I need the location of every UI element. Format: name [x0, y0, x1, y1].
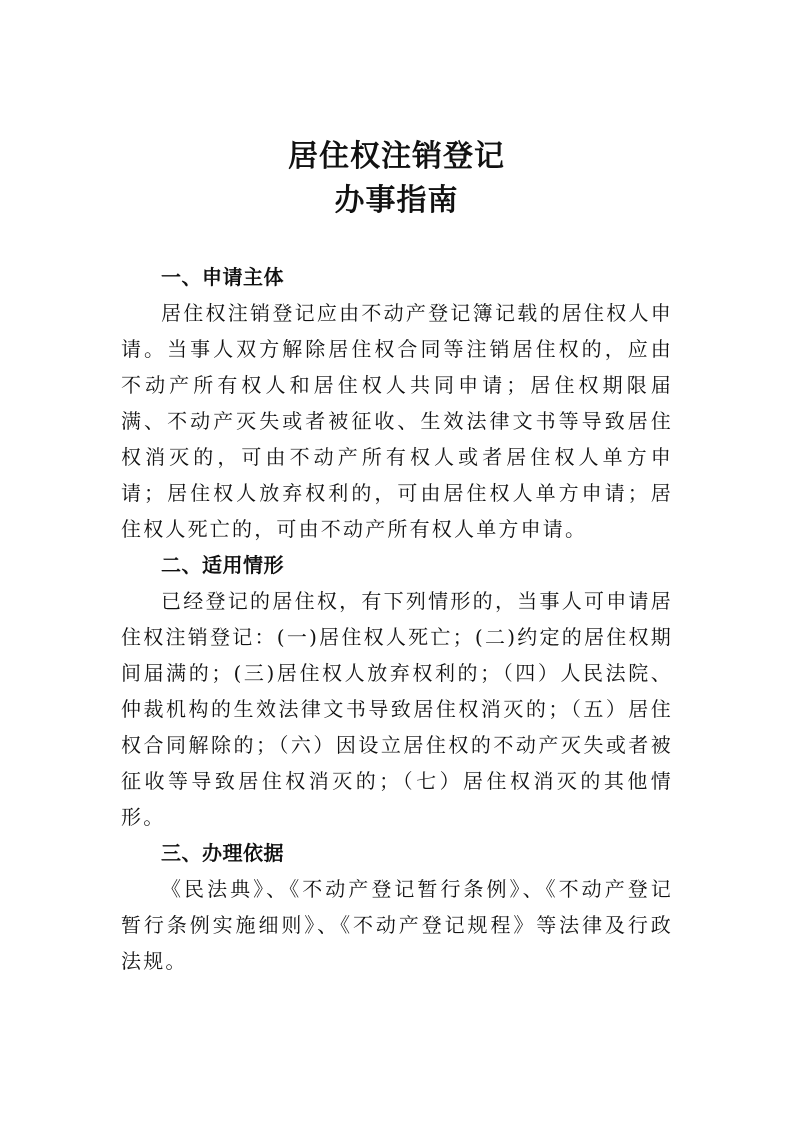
section-paragraph: 已经登记的居住权，有下列情形的，当事人可申请居住权注销登记：(一)居住权人死亡；(二)约定的居住权期间届满的；(三)居住权人放弃权利的；（四）人民法院、仲裁机构的生效法律文书导致居住权消灭的；（五）居住权合同解除的；（六）因设立居住权的不动产灭失或者被征收等导致居住权消灭的；（七）居住权消灭的其他情形。: [121, 589, 673, 829]
section-heading: 一、申请主体: [161, 265, 284, 289]
section-legal-basis: [121, 835, 673, 979]
section-applicable-cases: [121, 547, 673, 835]
document-body: [121, 259, 673, 979]
document-title: 居住权注销登记: [288, 139, 505, 174]
section-paragraph: 居住权注销登记应由不动产登记簿记载的居住权人申请。当事人双方解除居住权合同等注销居住权的，应由不动产所有权人和居住权人共同申请；居住权期限届满、不动产灭失或者被征收、生效法律文书等导致居住权消灭的，可由不动产所有权人或者居住权人单方申请；居住权人放弃权利的，可由居住权人单方申请；居住权人死亡的，可由不动产所有权人单方申请。: [121, 301, 673, 541]
section-heading: 三、办理依据: [161, 841, 284, 865]
section-paragraph: 《民法典》、《不动产登记暂行条例》、《不动产登记暂行条例实施细则》、《不动产登记规程》等法律及行政法规。: [121, 877, 673, 973]
title-block: [0, 135, 793, 223]
section-applicant: [121, 259, 673, 547]
document-subtitle: 办事指南: [334, 183, 459, 218]
section-heading: 二、适用情形: [161, 553, 284, 577]
